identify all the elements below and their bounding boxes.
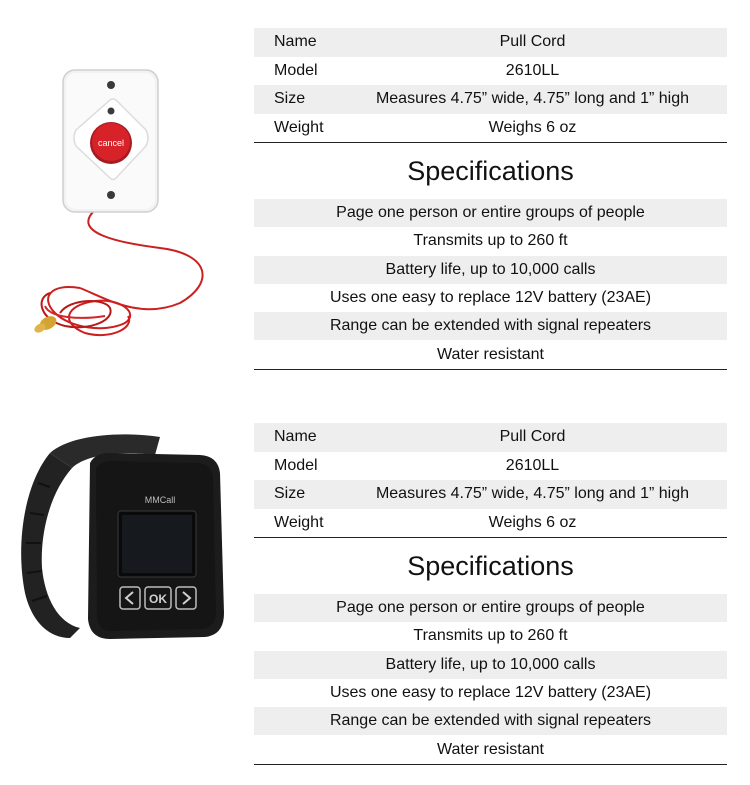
spec-item: Transmits up to 260 ft [413, 627, 568, 645]
details-row-name [254, 28, 727, 57]
spec-item: Battery life, up to 10,000 calls [254, 651, 727, 679]
detail-value: Pull Cord [499, 428, 566, 446]
spec-item: Water resistant [437, 345, 544, 363]
detail-label: Size [274, 90, 306, 108]
details-row-size [254, 85, 727, 114]
watch-icon [10, 423, 240, 673]
details-row-size [254, 480, 727, 509]
detail-value: Weighs 6 oz [488, 118, 577, 136]
detail-value: 2610LL [505, 456, 560, 474]
specifications-list [254, 594, 727, 764]
divider [254, 369, 727, 370]
spec-item: Uses one easy to replace 12V battery (23AE) [329, 289, 652, 307]
details-row-weight [254, 114, 727, 143]
specifications-list [254, 199, 727, 369]
details-row-weight [254, 509, 727, 538]
spec-item: Water resistant [437, 740, 544, 758]
detail-label: Weight [274, 513, 324, 531]
details-table [254, 423, 727, 537]
details-row-model [254, 57, 727, 86]
spec-item: Range can be extended with signal repeaters [254, 312, 727, 340]
brand-label: MMCall [144, 495, 176, 505]
details-row-model [254, 452, 727, 481]
detail-label: Name [274, 33, 317, 51]
detail-value: Weighs 6 oz [488, 513, 577, 531]
specifications-heading: Specifications [407, 155, 574, 186]
wrist-pager-watch-image [10, 423, 240, 673]
cancel-button-label: cancel [97, 138, 125, 148]
details-table [254, 28, 727, 142]
detail-label: Name [274, 428, 317, 446]
spec-item: Battery life, up to 10,000 calls [254, 256, 727, 284]
spec-item: Uses one easy to replace 12V battery (23AE) [329, 684, 652, 702]
detail-value: Measures 4.75” wide, 4.75” long and 1” high [375, 485, 690, 503]
pull-cord-call-button-image [10, 58, 240, 358]
specifications-heading: Specifications [407, 550, 574, 581]
ok-button-label: OK [149, 592, 167, 606]
spec-item: Range can be extended with signal repeaters [254, 707, 727, 735]
detail-value: Pull Cord [499, 33, 566, 51]
detail-value: 2610LL [505, 61, 560, 79]
detail-label: Model [274, 61, 318, 79]
detail-label: Weight [274, 118, 324, 136]
product-info-panel [254, 28, 727, 370]
detail-label: Size [274, 485, 306, 503]
spec-item: Page one person or entire groups of people [254, 199, 727, 227]
spec-item: Page one person or entire groups of people [254, 594, 727, 622]
product-info-panel [254, 423, 727, 765]
spec-item: Transmits up to 260 ft [413, 232, 568, 250]
divider [254, 764, 727, 765]
detail-label: Model [274, 456, 318, 474]
details-row-name [254, 423, 727, 452]
detail-value: Measures 4.75” wide, 4.75” long and 1” high [375, 90, 690, 108]
pull-cord-icon [10, 58, 240, 358]
